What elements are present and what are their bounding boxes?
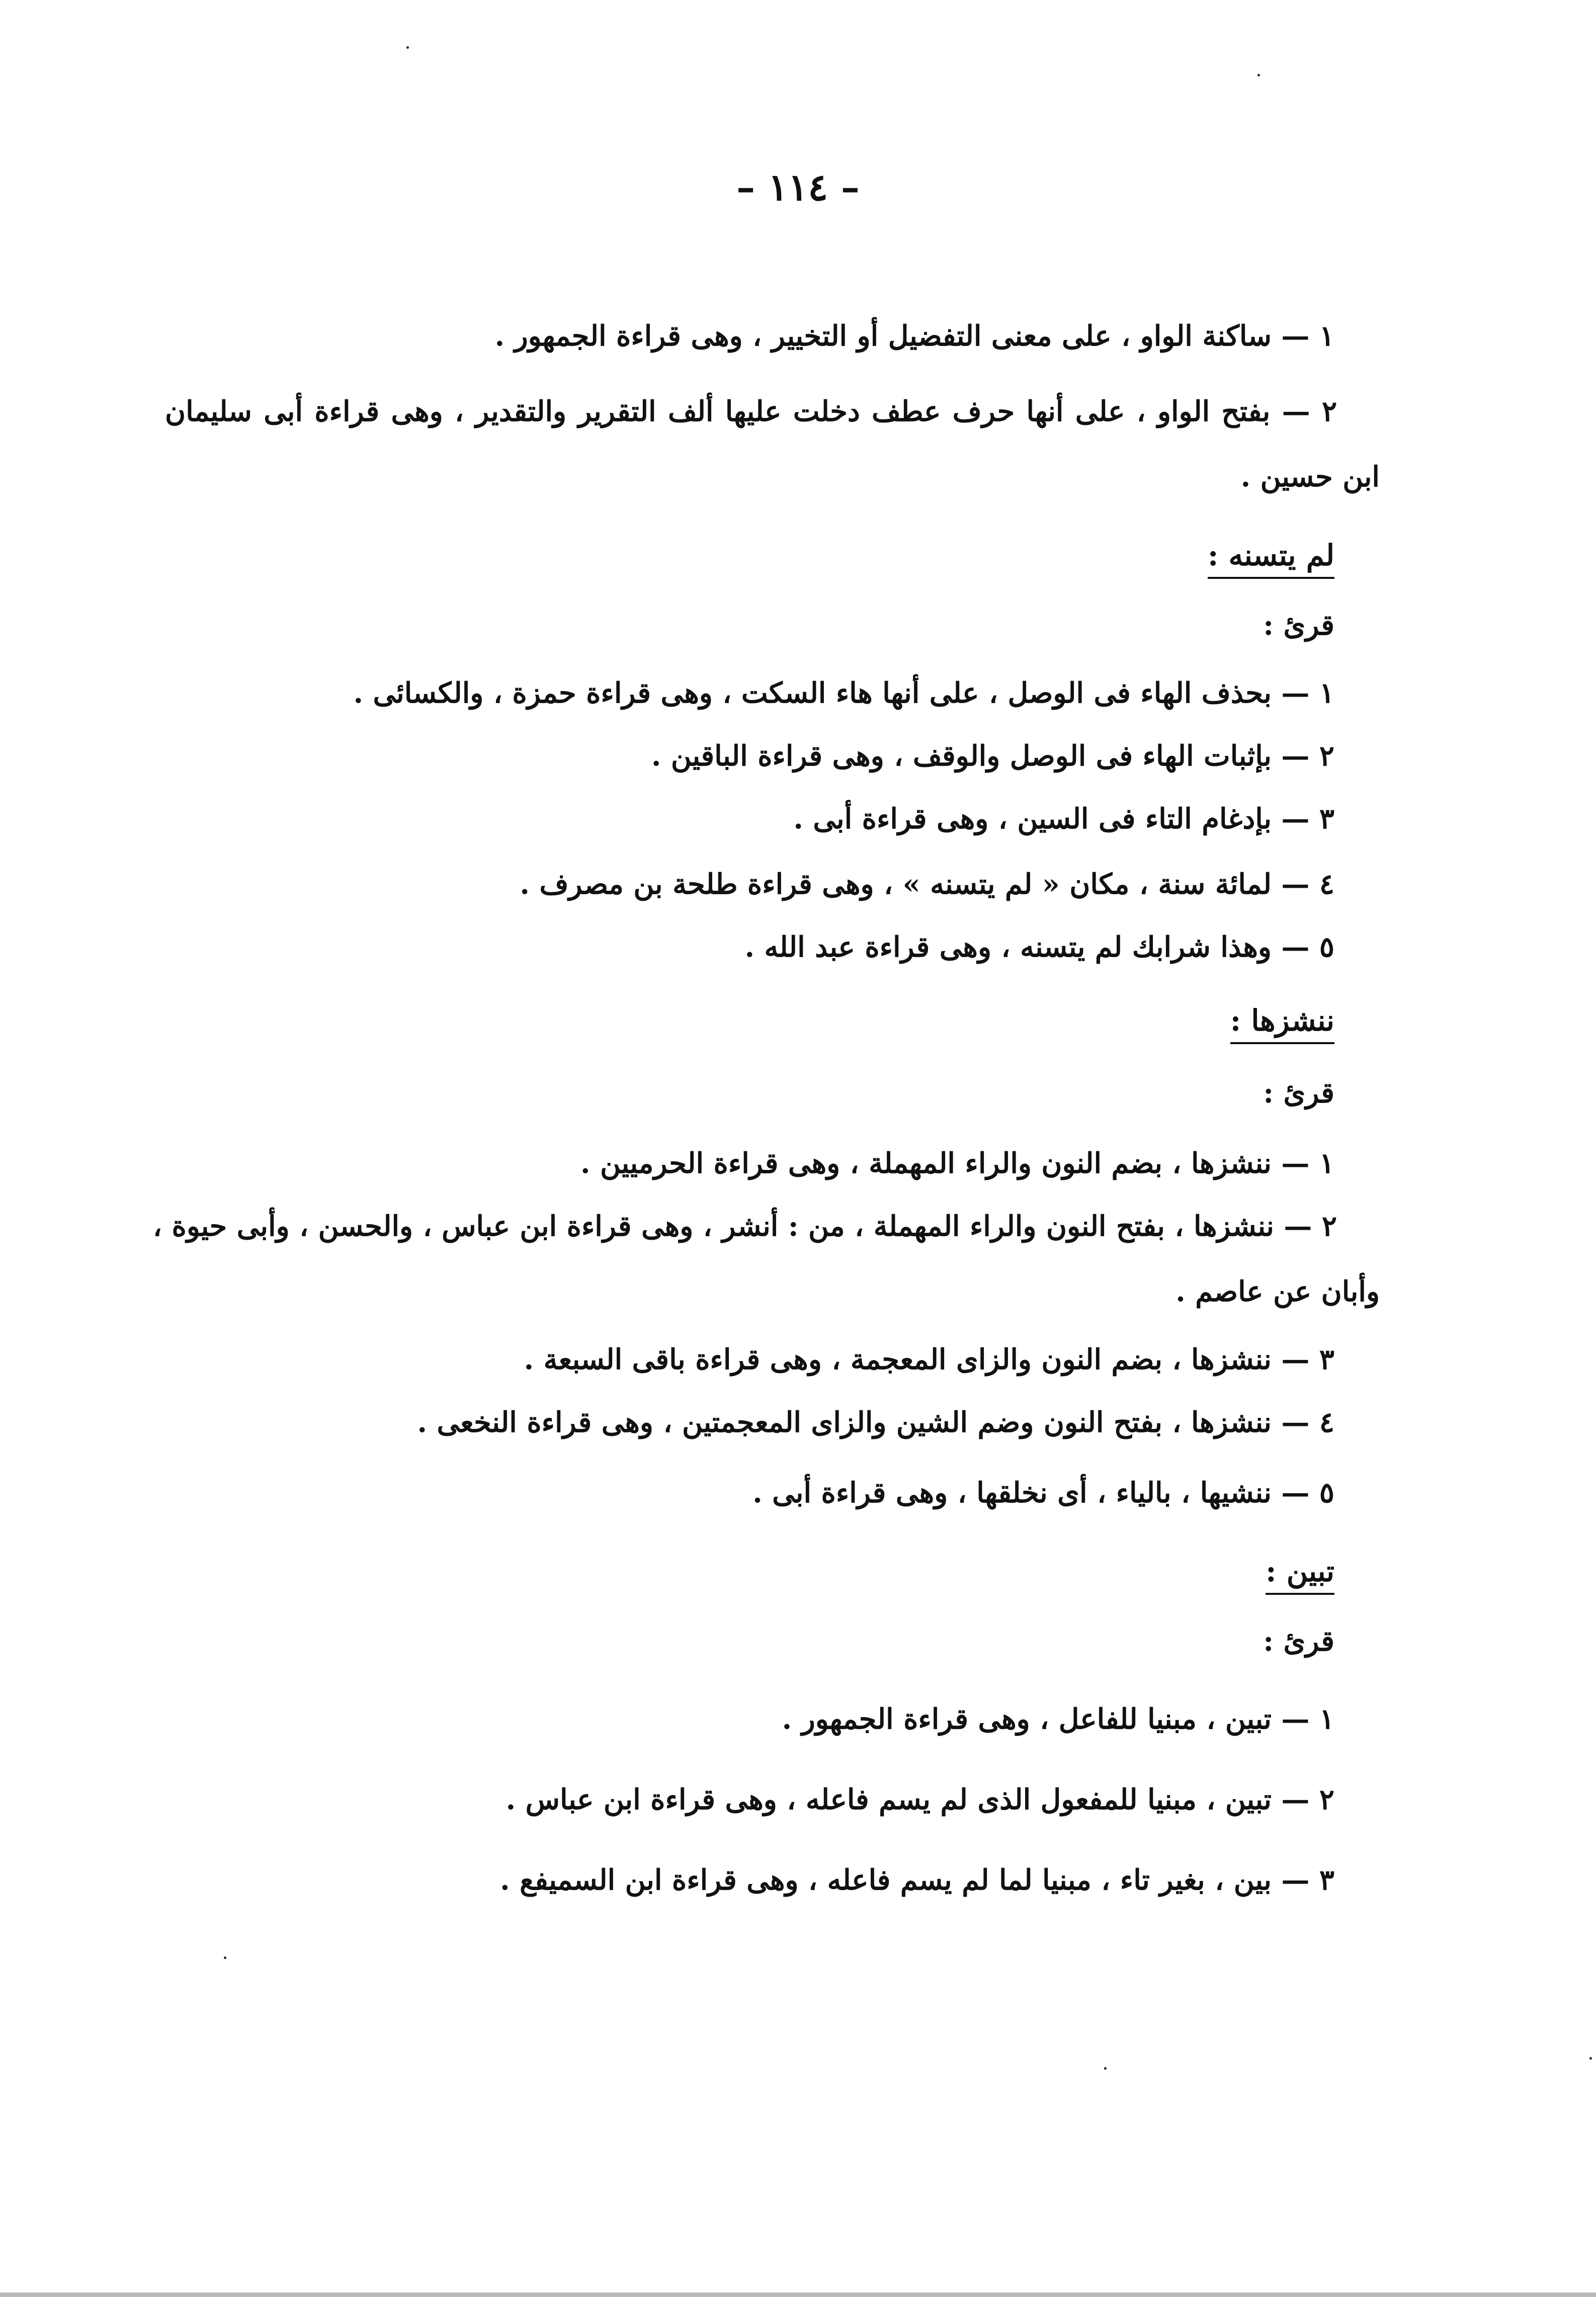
section-2-continuation: وأبان عن عاصم . bbox=[1175, 1275, 1380, 1308]
page-number: – ١١٤ – bbox=[736, 166, 860, 209]
section-1-heading: لم يتسنه : bbox=[1208, 536, 1334, 579]
section-2-item-5: ٥ — ننشيها ، بالياء ، أى نخلقها ، وهى قراءة أبى . bbox=[752, 1476, 1334, 1509]
first-section-item-1: ١ — ساكنة الواو ، على معنى التفضيل أو التخيير ، وهى قراءة الجمهور . bbox=[494, 319, 1334, 353]
section-2-heading: ننشزها : bbox=[1230, 1001, 1334, 1044]
section-3-heading: تبين : bbox=[1266, 1552, 1334, 1595]
section-3-read-label: قرئ : bbox=[1263, 1625, 1334, 1658]
section-1-item-2: ٢ — بإثبات الهاء فى الوصل والوقف ، وهى قراءة الباقين . bbox=[651, 739, 1334, 773]
section-1-item-4: ٤ — لمائة سنة ، مكان « لم يتسنه » ، وهى قراءة طلحة بن مصرف . bbox=[520, 868, 1334, 901]
section-1-item-3: ٣ — بإدغام التاء فى السين ، وهى قراءة أبى . bbox=[793, 802, 1334, 835]
scan-speck bbox=[406, 46, 409, 49]
first-section-continuation: ابن حسين . bbox=[1240, 460, 1380, 493]
first-section-item-2: ٢ — بفتح الواو ، على أنها حرف عطف دخلت عليها ألف التقرير والتقدير ، وهى قراءة أبى سليمان bbox=[165, 395, 1337, 428]
section-3-item-2: ٢ — تبين ، مبنيا للمفعول الذى لم يسم فاعله ، وهى قراءة ابن عباس . bbox=[506, 1783, 1334, 1816]
scan-speck bbox=[1104, 2067, 1107, 2070]
scan-speck bbox=[1589, 2057, 1592, 2060]
page-bottom-rule bbox=[0, 2292, 1596, 2297]
section-2-item-1: ١ — ننشزها ، بضم النون والراء المهملة ، وهى قراءة الحرميين . bbox=[580, 1147, 1334, 1180]
section-2-item-2: ٢ — ننشزها ، بفتح النون والراء المهملة ، من : أنشر ، وهى قراءة ابن عباس ، والحسن ، وأبى حيوة ، bbox=[152, 1210, 1337, 1243]
section-2-item-3: ٣ — ننشزها ، بضم النون والزاى المعجمة ، وهى قراءة باقى السبعة . bbox=[524, 1343, 1334, 1376]
scan-speck bbox=[1257, 74, 1260, 76]
section-3-item-3: ٣ — بين ، بغير تاء ، مبنيا لما لم يسم فاعله ، وهى قراءة ابن السميفع . bbox=[500, 1863, 1334, 1897]
section-2-item-4: ٤ — ننشزها ، بفتح النون وضم الشين والزاى المعجمتين ، وهى قراءة النخعى . bbox=[417, 1406, 1334, 1439]
section-2-read-label: قرئ : bbox=[1263, 1076, 1334, 1110]
section-3-item-1: ١ — تبين ، مبنيا للفاعل ، وهى قراءة الجمهور . bbox=[782, 1703, 1334, 1736]
scan-speck bbox=[224, 1956, 226, 1959]
section-1-read-label: قرئ : bbox=[1263, 609, 1334, 642]
section-1-item-1: ١ — بحذف الهاء فى الوصل ، على أنها هاء السكت ، وهى قراءة حمزة ، والكسائى . bbox=[353, 676, 1334, 710]
section-1-item-5: ٥ — وهذا شرابك لم يتسنه ، وهى قراءة عبد الله . bbox=[744, 930, 1334, 964]
